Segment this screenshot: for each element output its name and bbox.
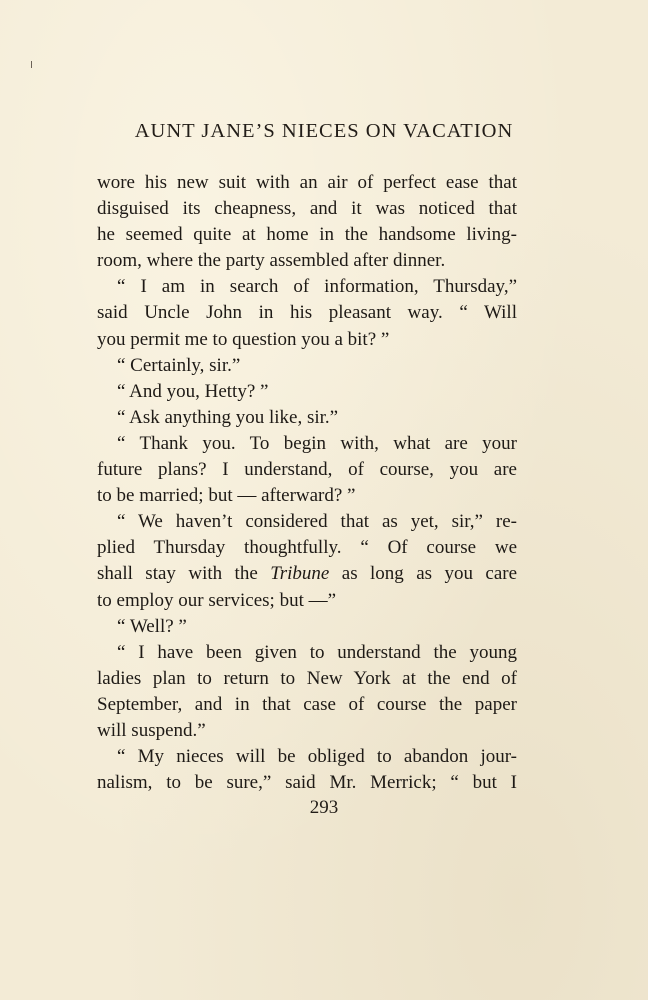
text-line: he seemed quite at home in the handsome living- <box>97 224 517 246</box>
text-line: will suspend.” <box>97 719 206 741</box>
text-line: “ My nieces will be obliged to abandon jour- <box>117 746 517 768</box>
text-line: room, where the party assembled after dinner. <box>97 250 446 272</box>
text-line: “ We haven’t considered that as yet, sir,” re- <box>117 511 517 533</box>
page-number: 293 <box>309 797 339 818</box>
text-line: said Uncle John in his pleasant way. “ Will <box>97 302 517 324</box>
text-fragment: shall stay with the <box>97 563 258 585</box>
text-line: future plans? I understand, of course, you are <box>97 459 517 481</box>
text-line: to be married; but — afterward? ” <box>97 485 356 507</box>
text-line <box>97 561 517 587</box>
text-line: to employ our services; but —” <box>97 589 337 611</box>
text-line: “ I am in search of information, Thursday,” <box>117 276 517 298</box>
text-line: “ Ask anything you like, sir.” <box>117 406 339 428</box>
text-line: disguised its cheapness, and it was noticed that <box>97 198 517 220</box>
text-line: “ Well? ” <box>117 615 187 637</box>
text-line: you permit me to question you a bit? ” <box>97 328 390 350</box>
body-text <box>97 170 517 796</box>
text-line: September, and in that case of course the paper <box>97 693 517 715</box>
text-line: “ Certainly, sir.” <box>117 354 241 376</box>
text-line: nalism, to be sure,” said Mr. Merrick; “ but I <box>97 772 517 794</box>
text-line: “ I have been given to understand the young <box>117 641 517 663</box>
text-line: plied Thursday thoughtfully. “ Of course we <box>97 537 517 559</box>
text-line: “ Thank you. To begin with, what are your <box>117 432 517 454</box>
text-line: ladies plan to return to New York at the end of <box>97 667 517 689</box>
text-line: “ And you, Hetty? ” <box>117 380 269 402</box>
text-fragment: as long as you care <box>341 563 518 585</box>
margin-mark <box>31 61 32 68</box>
text-line: wore his new suit with an air of perfect ease that <box>97 172 517 193</box>
running-header: AUNT JANE’S NIECES ON VACATION <box>134 120 514 142</box>
newspaper-title: Tribune <box>270 563 330 585</box>
